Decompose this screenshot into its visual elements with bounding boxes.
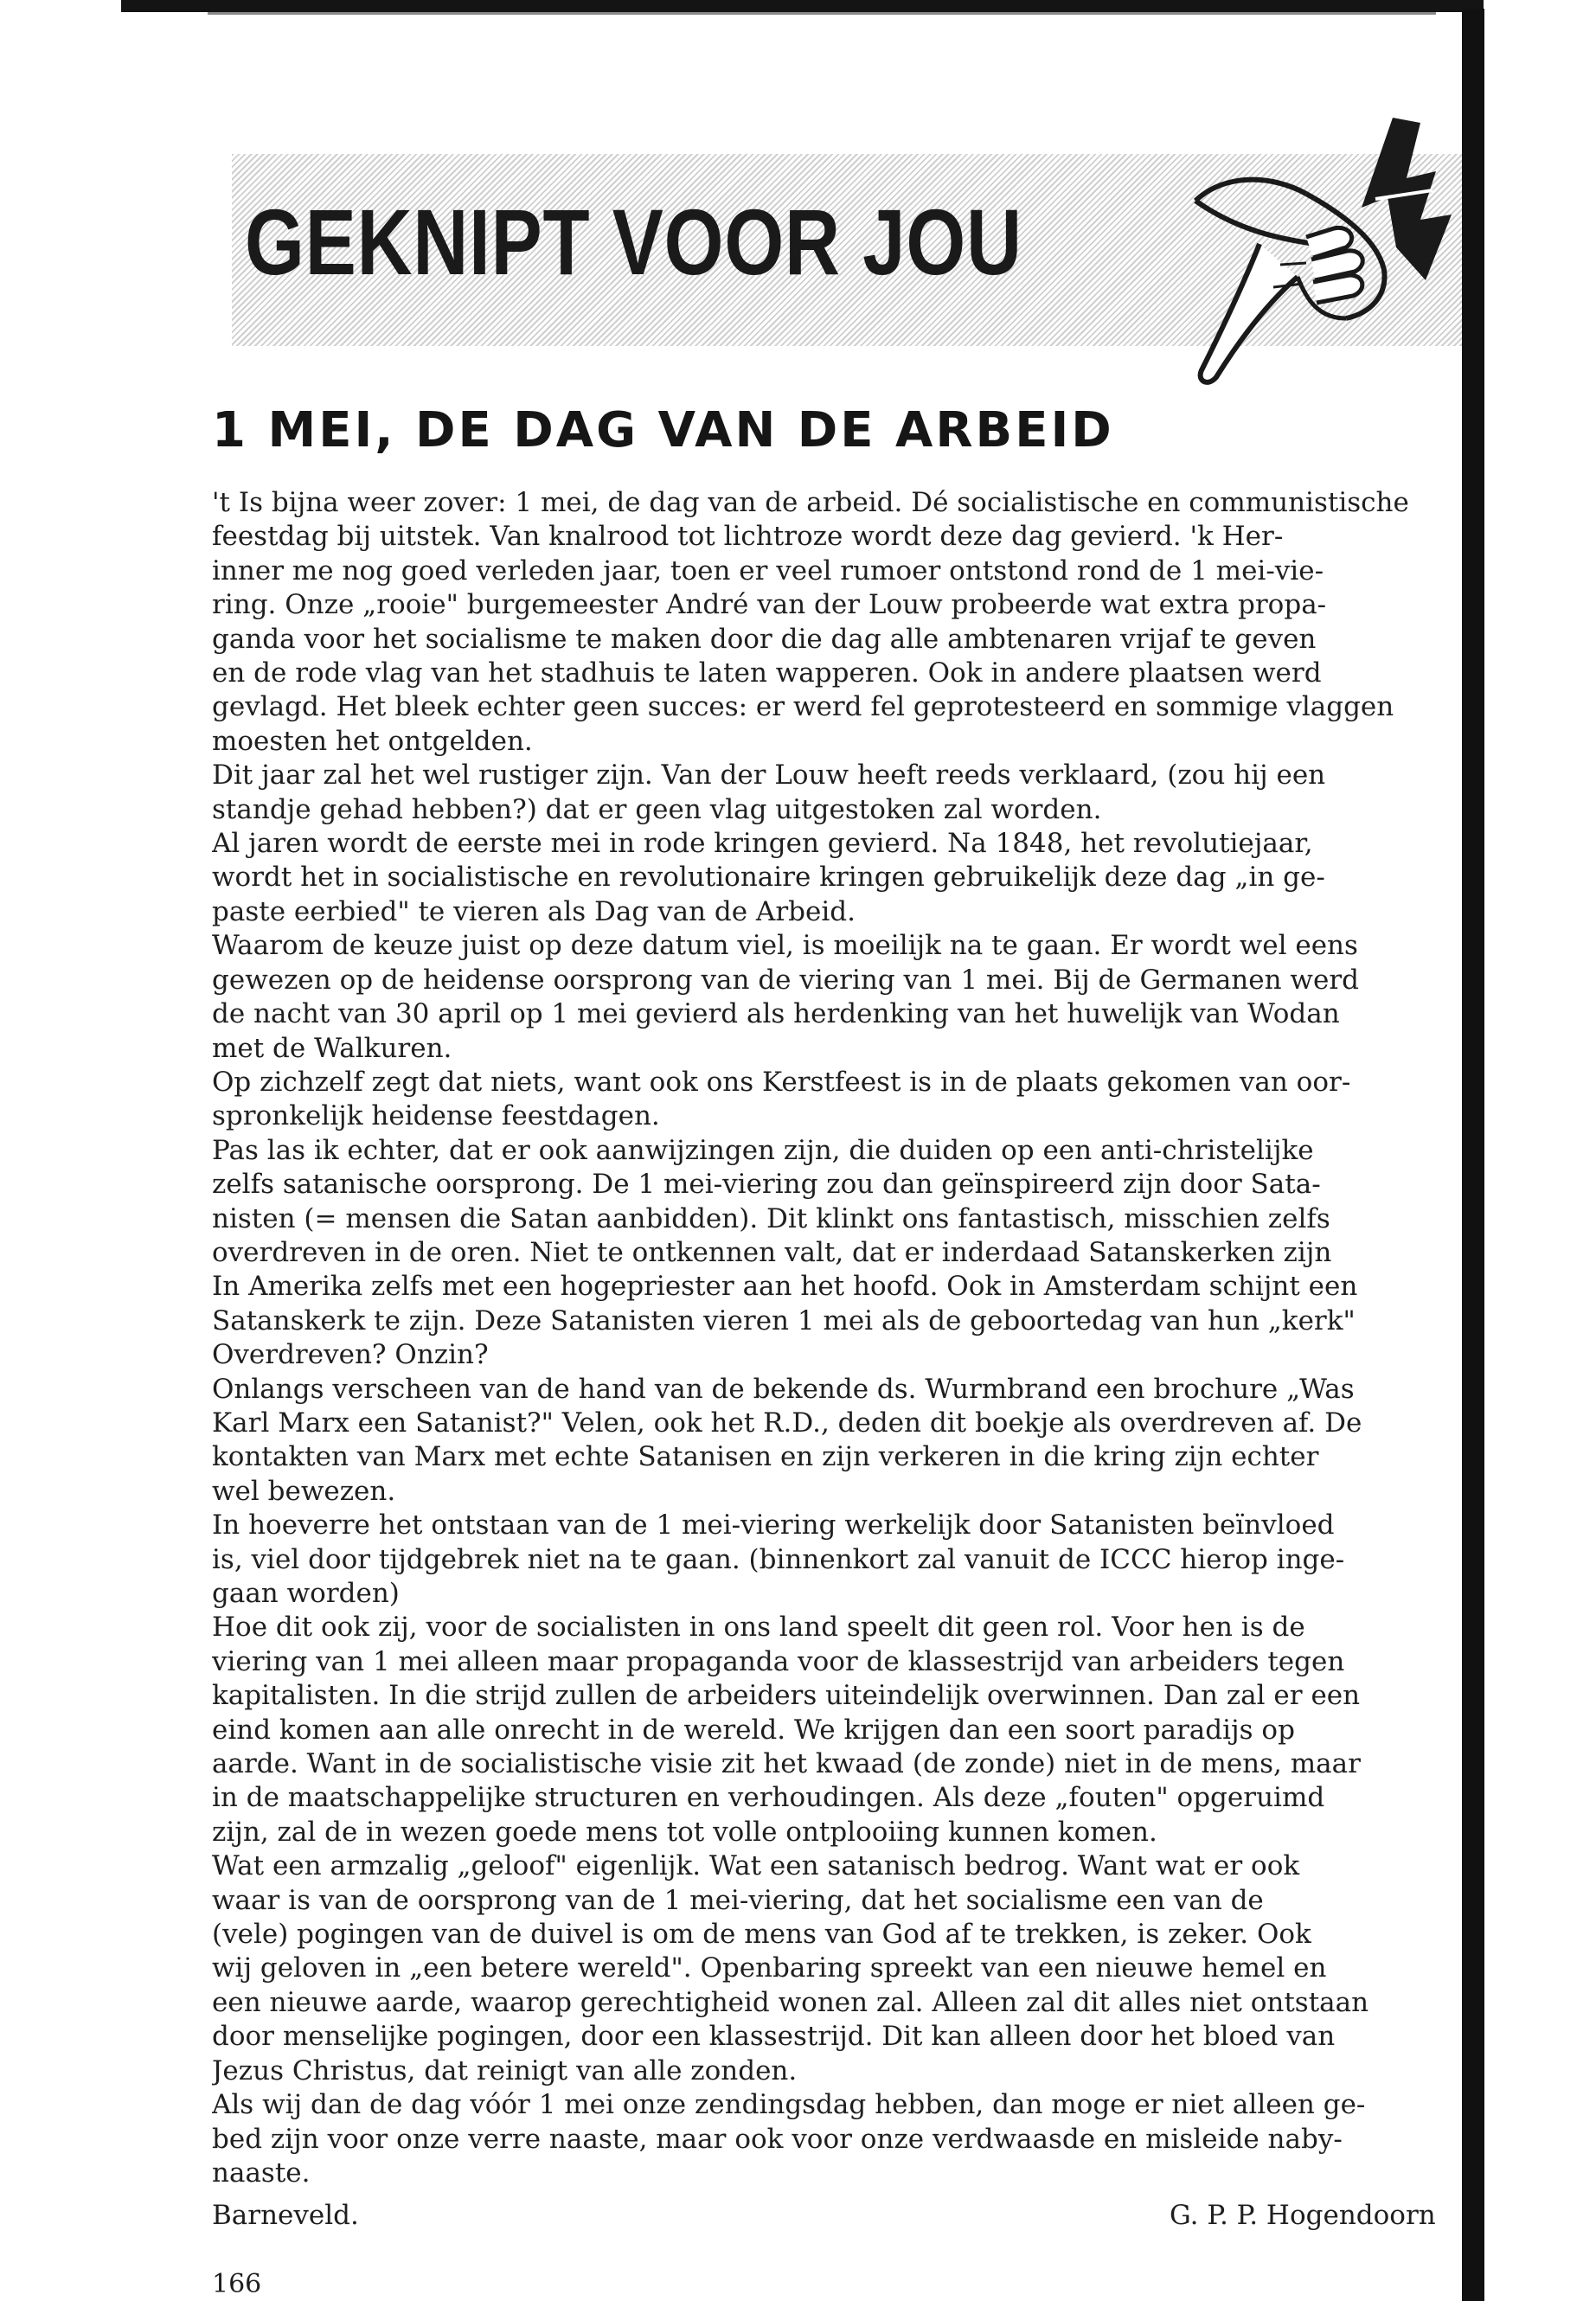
article-line: en de rode vlag van het stadhuis te laten wapperen. Ook in andere plaatsen werd [212,657,1322,689]
article-line: gaan worden) [212,1578,400,1609]
article-line: kapitalisten. In die strijd zullen de arbeiders uiteindelijk overwinnen. Dan zal er een [212,1680,1361,1712]
article-line: Wat een armzalig „geloof" eigenlijk. Wat een satanisch bedrog. Want wat er ook [212,1850,1300,1882]
article-line: waar is van de oorsprong van de 1 mei-viering, dat het socialisme een van de [212,1884,1264,1916]
article-line: In Amerika zelfs met een hogepriester aan het hoofd. Ook in Amsterdam schijnt een [212,1271,1358,1303]
article-line: feestdag bij uitstek. Van knalrood tot lichtroze wordt deze dag gevierd. 'k Her- [212,521,1284,553]
article-line: overdreven in de oren. Niet te ontkennen valt, dat er inderdaad Satanskerken zijn [212,1236,1332,1268]
article-line: zijn, zal de in wezen goede mens tot volle ontplooiing kunnen komen. [212,1816,1157,1848]
article-line: eind komen aan alle onrecht in de wereld. We krijgen dan een soort paradijs op [212,1714,1295,1746]
article-line: 't Is bijna weer zover: 1 mei, de dag van de arbeid. Dé socialistische en communistische [212,487,1409,518]
article-line: met de Walkuren. [212,1032,452,1064]
article-line: ring. Onze „rooie" burgemeester André van der Louw probeerde wat extra propa- [212,589,1327,621]
article-line: wel bewezen. [212,1475,396,1507]
article-line: (vele) pogingen van de duivel is om de mens van God af te trekken, is zeker. Ook [212,1919,1311,1951]
top-rule-shadow [208,12,1436,15]
article-line: Dit jaar zal het wel rustiger zijn. Van der Louw heeft reeds verklaard, (zou hij een [212,760,1326,792]
article-line: Op zichzelf zegt dat niets, want ook ons Kerstfeest is in de plaats gekomen van oor- [212,1066,1351,1098]
article-line: Satanskerk te zijn. Deze Satanisten vieren 1 mei als de geboortedag van hun „kerk" [212,1304,1356,1336]
article-line: Jezus Christus, dat reinigt van alle zonden. [212,2054,798,2086]
article-line: Overdreven? Onzin? [212,1339,489,1371]
article-line: is, viel door tijdgebrek niet na te gaan. (binnenkort zal vanuit de ICCC hierop inge- [212,1543,1345,1575]
article-line: ganda voor het socialisme te maken door die dag alle ambtenaren vrijaf te geven [212,623,1317,655]
article-line: inner me nog goed verleden jaar, toen er veel rumoer ontstond rond de 1 mei-vie- [212,554,1324,586]
article-line: Karl Marx een Satanist?" Velen, ook het R.D., deden dit boekje als overdreven af. De [212,1407,1362,1439]
article-line: standje gehad hebben?) dat er geen vlag uitgestoken zal worden. [212,793,1102,825]
article-line: nisten (= mensen die Satan aanbidden). Dit klinkt ons fantastisch, misschien zelfs [212,1202,1330,1234]
article-line: een nieuwe aarde, waarop gerechtigheid wonen zal. Alleen zal dit alles niet ontstaan [212,1986,1369,2018]
article-line: Waarom de keuze juist op deze datum viel, is moeilijk na te gaan. Er wordt wel eens [212,930,1358,962]
article-line: de nacht van 30 april op 1 mei gevierd als herdenking van het huwelijk van Wodan [212,998,1340,1030]
article-line: spronkelijk heidense feestdagen. [212,1100,660,1132]
page-number: 166 [212,2269,262,2299]
article-line: wij geloven in „een betere wereld". Openbaring spreekt van een nieuwe hemel en [212,1952,1327,1984]
column-title: GEKNIPT VOOR JOU [245,189,1022,294]
article-line: Al jaren wordt de eerste mei in rode kringen gevierd. Na 1848, het revolutiejaar, [212,828,1313,860]
article-line: zelfs satanische oorsprong. De 1 mei-viering zou dan geïnspireerd zijn door Sata- [212,1169,1321,1201]
article-line: in de maatschappelijke structuren en verhoudingen. Als deze „fouten" opgeruimd [212,1782,1325,1814]
article-line: paste eerbied" te vieren als Dag van de Arbeid. [212,895,856,927]
article-line: moesten het ontgelden. [212,725,533,757]
article-author: G. P. P. Hogendoorn [1170,2200,1436,2231]
article-line: Hoe dit ook zij, voor de socialisten in ons land speelt dit geen rol. Voor hen is de [212,1612,1305,1644]
pointing-hand-icon [1176,118,1471,403]
article-line: naaste. [212,2157,311,2189]
article-line: gewezen op de heidense oorsprong van de viering van 1 mei. Bij de Germanen werd [212,964,1359,996]
article-headline: 1 MEI, DE DAG VAN DE ARBEID [212,402,1114,458]
article-line: door menselijke pogingen, door een klassestrijd. Dit kan alleen door het bloed van [212,2021,1336,2053]
article-line: Onlangs verscheen van de hand van de bekende ds. Wurmbrand een brochure „Was [212,1373,1355,1405]
article-line: wordt het in socialistische en revolutionaire kringen gebruikelijk deze dag „in ge- [212,862,1325,894]
article-line: bed zijn voor onze verre naaste, maar ook voor onze verdwaasde en misleide naby- [212,2123,1343,2155]
article-line: gevlagd. Het bleek echter geen succes: er werd fel geprotesteerd en sommige vlaggen [212,691,1394,723]
article-body [212,486,1458,2190]
article-line: kontakten van Marx met echte Satanisen en zijn verkeren in die kring zijn echter [212,1441,1319,1473]
article-line: In hoeverre het ontstaan van de 1 mei-viering werkelijk door Satanisten beïnvloed [212,1509,1335,1541]
article-line: viering van 1 mei alleen maar propaganda voor de klassestrijd van arbeiders tegen [212,1645,1345,1677]
article-line: Als wij dan de dag vóór 1 mei onze zendingsdag hebben, dan moge er niet alleen ge- [212,2089,1366,2121]
article-line: Pas las ik echter, dat er ook aanwijzingen zijn, die duiden op een anti-christelijke [212,1134,1314,1166]
top-rule [121,0,1484,12]
article-line: aarde. Want in de socialistische visie zit het kwaad (de zonde) niet in de mens, maar [212,1748,1361,1780]
article-place: Barneveld. [212,2200,359,2231]
